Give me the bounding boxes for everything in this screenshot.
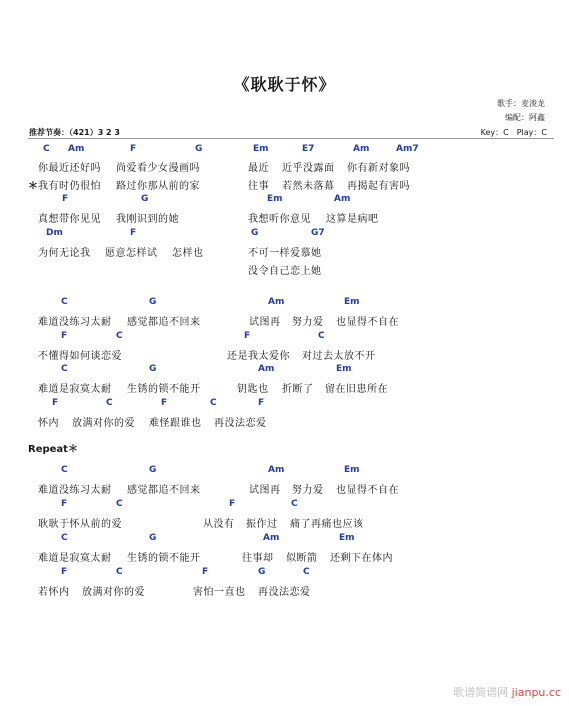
chord-symbol: F <box>61 499 68 509</box>
key-play-info: Key：C Play：C <box>480 128 547 137</box>
repeat-label: Repeat＊ <box>28 444 78 455</box>
chord-symbol: C <box>61 297 68 307</box>
lyric-phrase: 也显得不自在 <box>336 485 399 496</box>
lyric-phrase: 你最近还好吗 <box>38 163 101 174</box>
lyric-phrase: 难道没练习太耐 <box>38 485 112 496</box>
chord-symbol: G <box>149 465 157 475</box>
chord-symbol: Em <box>336 364 352 374</box>
chord-symbol: F <box>244 331 251 341</box>
chord-symbol: G <box>141 194 149 204</box>
chord-symbol: C <box>116 567 123 577</box>
lyric-phrase: 我有时仍很怕 <box>38 181 101 192</box>
lyric-phrase: 难怪跟谁也 <box>149 418 202 429</box>
lyric-phrase: 似断箭 <box>286 553 318 564</box>
chord-symbol: Am <box>268 297 285 307</box>
lyric-phrase: 钥匙也 <box>237 384 269 395</box>
lyric-phrase: 也显得不自在 <box>336 317 399 328</box>
chord-symbol: F <box>130 144 137 154</box>
chord-symbol: Em <box>344 297 360 307</box>
song-title: 《耿耿于怀》 <box>233 75 336 94</box>
lyric-phrase: 你有新对象吗 <box>347 163 410 174</box>
chord-symbol: C <box>318 331 325 341</box>
lyric-phrase: 往事 <box>248 181 269 192</box>
lyric-phrase: 怀内 <box>38 418 59 429</box>
lyric-phrase: 真想带你见见 <box>38 214 101 225</box>
recommended-rhythm: 推荐节奏：（421）3 2 3 <box>29 128 120 137</box>
chord-symbol: Am <box>334 194 351 204</box>
chord-symbol: F <box>229 499 236 509</box>
lyric-phrase: 痛了再痛也应该 <box>290 519 364 530</box>
chord-symbol: F <box>61 567 68 577</box>
chord-symbol: G <box>149 297 157 307</box>
chord-symbol: F <box>202 567 209 577</box>
chord-symbol: C <box>116 331 123 341</box>
lyric-phrase: 害怕一直也 <box>193 587 246 598</box>
lyric-phrase: 路过你那从前的家 <box>116 181 200 192</box>
watermark-text: 歌谱简谱网 <box>453 686 509 699</box>
lyric-phrase: 我想听你意见 <box>248 214 311 225</box>
chord-symbol: C <box>43 144 50 154</box>
lyric-phrase: 试图再 <box>249 317 281 328</box>
lyric-phrase: 若然未落幕 <box>282 181 335 192</box>
chord-symbol: Em <box>339 533 355 543</box>
lyric-phrase: 这算是病吧 <box>326 214 379 225</box>
chord-symbol: Em <box>267 194 283 204</box>
lyric-phrase: 不可一样爱慕她 <box>248 248 322 259</box>
lyric-phrase: 没令自己恋上她 <box>248 266 322 277</box>
header-divider <box>28 138 554 139</box>
lyric-phrase: 感觉都追不回来 <box>127 317 201 328</box>
lyric-phrase: 还剩下在体内 <box>330 553 393 564</box>
chord-symbol: G <box>195 144 203 154</box>
lyric-phrase: 对过去太放不开 <box>302 351 376 362</box>
chord-symbol: G <box>251 228 259 238</box>
chord-symbol: F <box>258 398 265 408</box>
lyric-phrase: 从没有 <box>203 519 235 530</box>
lyric-phrase: 留在旧患所在 <box>325 384 388 395</box>
lyric-phrase: 耿耿于怀从前的爱 <box>38 519 122 530</box>
chord-symbol: Am <box>258 364 275 374</box>
singer-credit: 歌手：麦浚龙 <box>497 99 545 108</box>
lyric-phrase: 愿意怎样试 <box>105 248 158 259</box>
lyric-phrase: 努力爱 <box>292 317 324 328</box>
chord-symbol: Am <box>353 144 370 154</box>
lyric-phrase: 努力爱 <box>292 485 324 496</box>
lyric-phrase: 放满对你的爱 <box>82 587 145 598</box>
star-marker: ＊ <box>28 181 38 192</box>
chord-symbol: G <box>149 364 157 374</box>
chord-symbol: F <box>161 398 168 408</box>
chord-symbol: C <box>210 398 217 408</box>
lyric-phrase: 尚爱看少女漫画吗 <box>116 163 200 174</box>
arranger-credit: 编配：阿鑫 <box>505 113 545 122</box>
chord-symbol: C <box>61 533 68 543</box>
lyric-phrase: 振作过 <box>246 519 278 530</box>
chord-symbol: Dm <box>46 228 63 238</box>
lyric-phrase: 感觉都追不回来 <box>127 485 201 496</box>
chord-symbol: Am <box>68 144 85 154</box>
chord-symbol: F <box>130 228 137 238</box>
chord-symbol: Am7 <box>396 144 419 154</box>
watermark <box>453 684 561 700</box>
lyric-phrase: 还是我太爱你 <box>227 351 290 362</box>
chord-symbol: C <box>116 499 123 509</box>
lyric-phrase: 再没法恋爱 <box>214 418 267 429</box>
lyric-phrase: 难道是寂寞太耐 <box>38 553 112 564</box>
chord-symbol: E7 <box>302 144 315 154</box>
chord-symbol: F <box>62 194 69 204</box>
lyric-phrase: 怎样也 <box>172 248 204 259</box>
lyric-phrase: 生锈的锁不能开 <box>127 384 201 395</box>
lyric-phrase: 我刚识到的她 <box>116 214 179 225</box>
lyric-phrase: 再没法恋爱 <box>258 587 311 598</box>
chord-symbol: C <box>291 499 298 509</box>
chord-symbol: Am <box>263 533 280 543</box>
chord-symbol: Am <box>268 465 285 475</box>
lyric-phrase: 最近 <box>248 163 269 174</box>
lyric-phrase: 折断了 <box>282 384 314 395</box>
lyric-phrase: 近乎没露面 <box>282 163 335 174</box>
lyric-phrase: 不懂得如何谈恋爱 <box>38 351 122 362</box>
lyric-phrase: 生锈的锁不能开 <box>127 553 201 564</box>
lyric-phrase: 难道是寂寞太耐 <box>38 384 112 395</box>
watermark-url: jianpu.cc <box>511 686 561 699</box>
lyric-phrase: 往事却 <box>242 553 274 564</box>
lyric-phrase: 放满对你的爱 <box>72 418 135 429</box>
chord-symbol: C <box>61 364 68 374</box>
chord-symbol: F <box>61 331 68 341</box>
chord-symbol: C <box>106 398 113 408</box>
chord-symbol: Em <box>344 465 360 475</box>
chord-symbol: Em <box>253 144 269 154</box>
lyric-phrase: 再揭起有害吗 <box>347 181 410 192</box>
chord-symbol: G <box>258 567 266 577</box>
chord-symbol: G <box>149 533 157 543</box>
chord-symbol: G7 <box>311 228 325 238</box>
chord-symbol: F <box>52 398 59 408</box>
chord-symbol: C <box>61 465 68 475</box>
lyric-phrase: 若怀内 <box>38 587 70 598</box>
lyric-phrase: 试图再 <box>249 485 281 496</box>
lyric-phrase: 难道没练习太耐 <box>38 317 112 328</box>
chord-symbol: C <box>303 567 310 577</box>
lyric-phrase: 为何无论我 <box>38 248 91 259</box>
